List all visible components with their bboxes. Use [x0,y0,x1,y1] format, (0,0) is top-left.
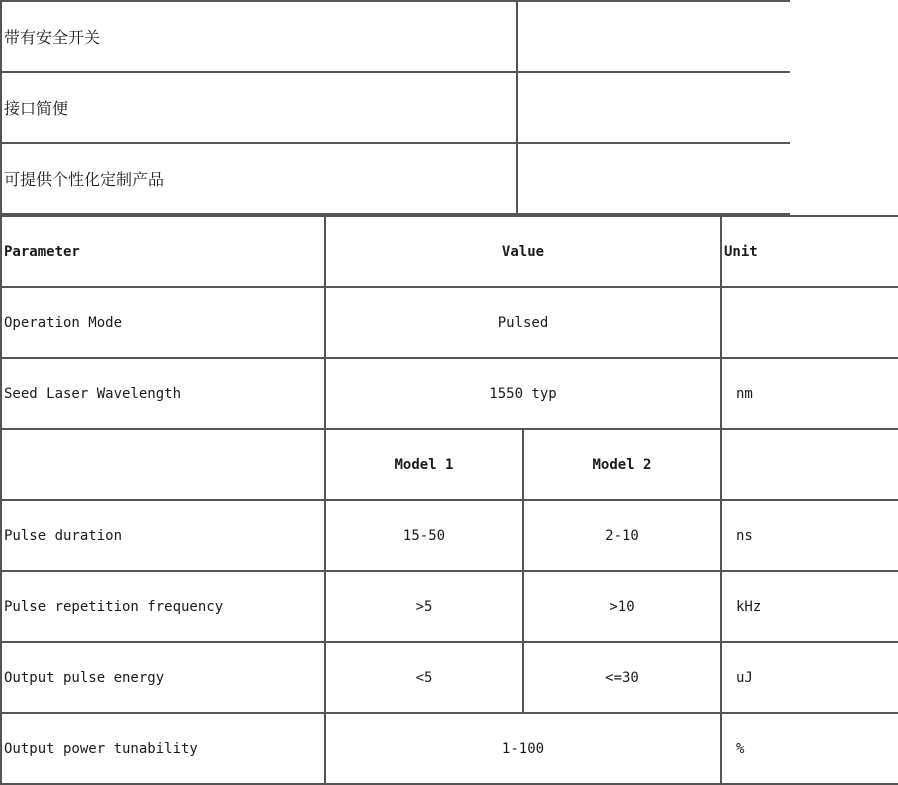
unit-pulse-duration: ns [721,500,898,571]
table-row [1,713,898,784]
feature-row [1,143,790,214]
spec-table [0,215,898,785]
table-row [1,571,898,642]
model2-repetition-frequency: >10 [523,571,721,642]
header-model-1: Model 1 [325,429,523,500]
header-value: Value [325,216,721,287]
feature-label-customization: 可提供个性化定制产品 [1,143,517,214]
model2-pulse-duration: 2-10 [523,500,721,571]
unit-seed-wavelength: nm [721,358,898,429]
spec-header-row [1,216,898,287]
param-pulse-duration: Pulse duration [1,500,325,571]
feature-table [0,0,790,215]
value-seed-wavelength: 1550 typ [325,358,721,429]
header-parameter: Parameter [1,216,325,287]
model1-pulse-duration: 15-50 [325,500,523,571]
table-row [1,500,898,571]
model-header-row [1,429,898,500]
feature-label-safety-switch: 带有安全开关 [1,1,517,72]
feature-row [1,72,790,143]
feature-empty-cell [517,143,790,214]
model2-pulse-energy: <=30 [523,642,721,713]
table-row [1,642,898,713]
unit-pulse-energy: uJ [721,642,898,713]
table-row [1,358,898,429]
param-pulse-energy: Output pulse energy [1,642,325,713]
model-header-blank [1,429,325,500]
table-row [1,287,898,358]
model1-repetition-frequency: >5 [325,571,523,642]
unit-power-tunability: % [721,713,898,784]
param-power-tunability: Output power tunability [1,713,325,784]
unit-repetition-frequency: kHz [721,571,898,642]
header-unit: Unit [721,216,898,287]
param-repetition-frequency: Pulse repetition frequency [1,571,325,642]
feature-row [1,1,790,72]
model1-pulse-energy: <5 [325,642,523,713]
unit-operation-mode [721,287,898,358]
value-operation-mode: Pulsed [325,287,721,358]
feature-empty-cell [517,1,790,72]
header-model-2: Model 2 [523,429,721,500]
value-power-tunability: 1-100 [325,713,721,784]
feature-label-simple-interface: 接口简便 [1,72,517,143]
param-operation-mode: Operation Mode [1,287,325,358]
model-header-unit-blank [721,429,898,500]
param-seed-wavelength: Seed Laser Wavelength [1,358,325,429]
feature-empty-cell [517,72,790,143]
